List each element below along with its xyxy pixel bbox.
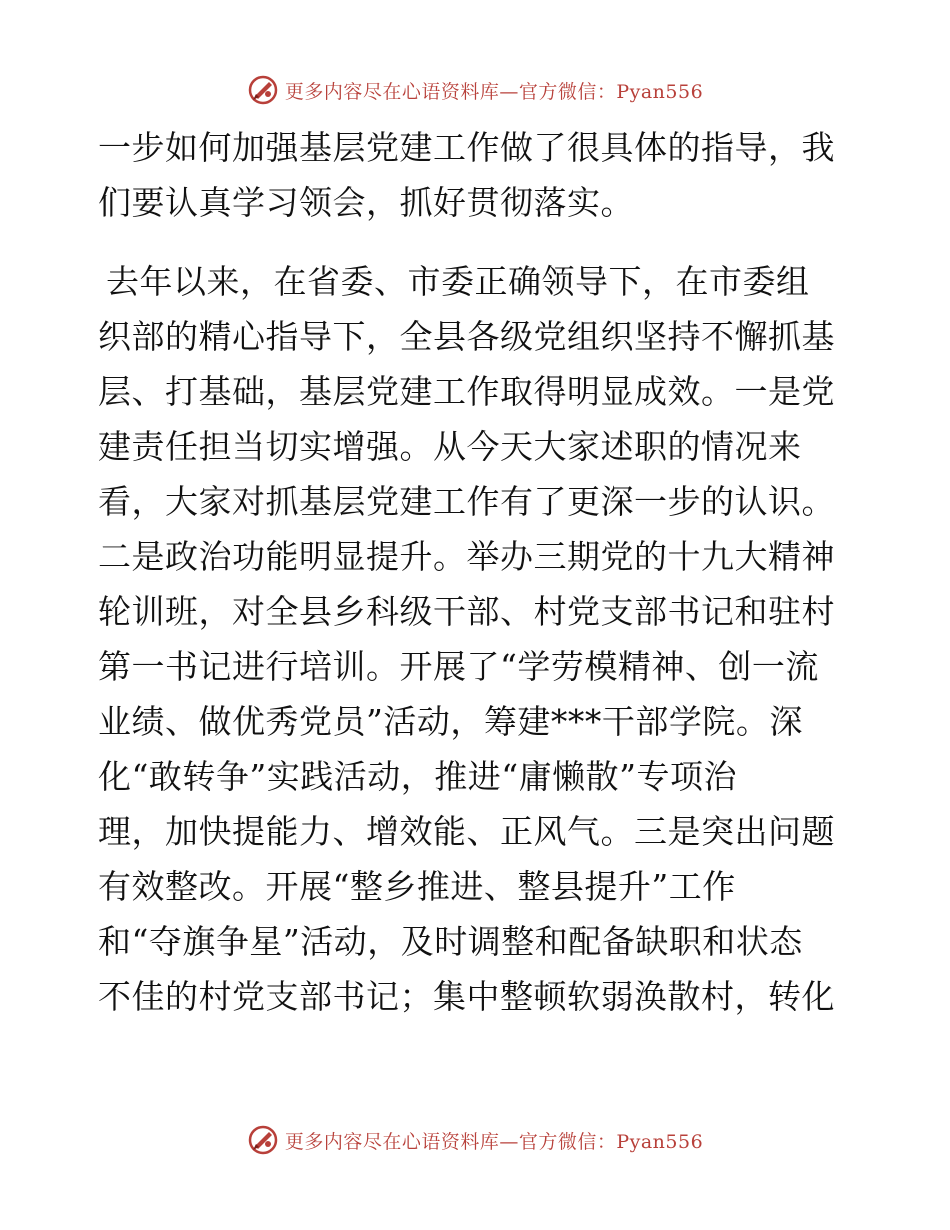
text-line: 有效整改。开展“整乡推进、整县提升”工作 bbox=[98, 867, 736, 906]
footer-banner-text: 更多内容尽在心语资料库—官方微信：Pyan556 bbox=[284, 1130, 704, 1153]
text-line: 化“敢转争”实践活动，推进“庸懒散”专项治 bbox=[98, 757, 737, 796]
text-line: 不佳的村党支部书记；集中整顿软弱涣散村，转化 bbox=[98, 977, 835, 1016]
text-line: 第一书记进行培训。开展了“学劳模精神、创一流 bbox=[98, 647, 819, 686]
paragraph-2 bbox=[98, 254, 858, 1024]
footer-banner bbox=[0, 1120, 950, 1160]
text-line: 业绩、做优秀党员”活动，筹建***干部学院。深 bbox=[98, 702, 803, 741]
text-line: 去年以来，在省委、市委正确领导下，在市委组 bbox=[106, 262, 810, 301]
document-body bbox=[98, 120, 858, 1024]
header-banner-text: 更多内容尽在心语资料库—官方微信：Pyan556 bbox=[284, 80, 704, 103]
header-banner bbox=[0, 70, 950, 110]
pen-seal-logo-icon bbox=[247, 74, 279, 106]
text-line: 和“夺旗争星”活动，及时调整和配备缺职和状态 bbox=[98, 922, 803, 961]
text-line: 建责任担当切实增强。从今天大家述职的情况来 bbox=[98, 427, 802, 466]
text-line: 织部的精心指导下，全县各级党组织坚持不懈抓基 bbox=[98, 317, 835, 356]
text-line: 二是政治功能明显提升。举办三期党的十九大精神 bbox=[98, 537, 835, 576]
text-line: 们要认真学习领会，抓好贯彻落实。 bbox=[98, 183, 634, 222]
text-line: 理，加快提能力、增效能、正风气。三是突出问题 bbox=[98, 812, 835, 851]
text-line: 轮训班，对全县乡科级干部、村党支部书记和驻村 bbox=[98, 592, 835, 631]
paragraph-1 bbox=[98, 120, 858, 230]
text-line: 看，大家对抓基层党建工作有了更深一步的认识。 bbox=[98, 482, 835, 521]
text-line: 层、打基础，基层党建工作取得明显成效。一是党 bbox=[98, 372, 835, 411]
pen-seal-logo-icon bbox=[247, 1124, 279, 1156]
text-line: 一步如何加强基层党建工作做了很具体的指导，我 bbox=[98, 128, 835, 167]
